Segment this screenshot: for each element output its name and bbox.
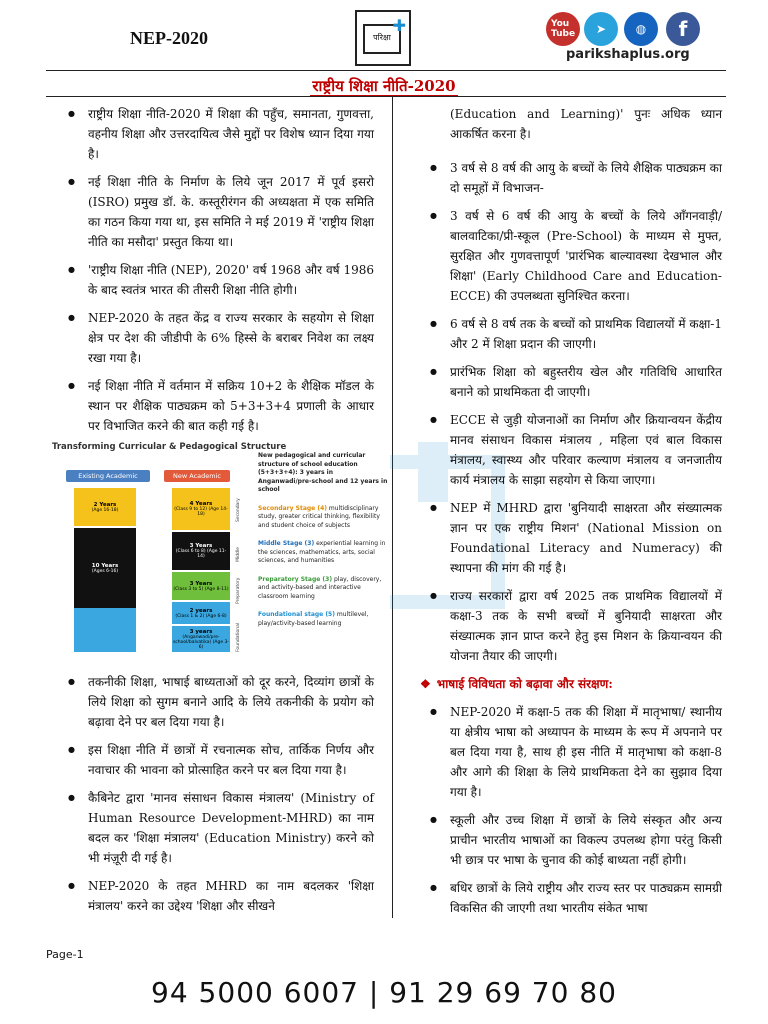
list-item: ● 3 वर्ष से 6 वर्ष की आयु के बच्चों के लिये आँगनवाड़ी/बालवाटिका/प्री-स्कूल (Pre-School) के माध्यम से मुफ्त, सुरक्षित और गुणवत्तापूर्ण 'प्रारंभिक बाल्यावस्था देखभाल और शिक्षा' (Early Childhood Care and Education- ECCE) की उपलब्धता सुनिश्चित करना। bbox=[450, 206, 722, 306]
stage-label-middle: Middle bbox=[236, 547, 241, 562]
list-item: ● NEP-2020 में कक्षा-5 तक की शिक्षा में मातृभाषा/ स्थानीय या क्षेत्रीय भाषा को अध्यापन के माध्यम के रूप में अपनाने पर बल दिया गया है, साथ ही इस नीति में मातृभाषा को कक्षा-8 और आगे की शिक्षा के लिये प्राथमिकता देने का सुझाव दिया गया है। bbox=[450, 702, 722, 802]
left-list-2 bbox=[88, 672, 374, 916]
youtube-icon[interactable]: You Tube bbox=[546, 12, 580, 46]
header-rule-bottom bbox=[46, 96, 726, 97]
new-block-foundational-2y: 2 years (Class 1 & 2) (Age 6-8) bbox=[172, 602, 230, 624]
list-item: ● 3 वर्ष से 8 वर्ष की आयु के बच्चों के लिये शैक्षिक पाठ्यक्रम का दो समूहों में विभाजन- bbox=[450, 158, 722, 198]
list-item: ● इस शिक्षा नीति में छात्रों में रचनात्मक सोच, तार्किक निर्णय और नवाचार की भावना को प्रोत्साहित करने पर बल दिया गया है। bbox=[88, 740, 374, 780]
list-item: ● नई शिक्षा नीति में वर्तमान में सक्रिय 10+2 के शैक्षिक मॉडल के स्थान पर शैक्षिक पाठ्यक्रम को 5+3+3+4 प्रणाली के आधार पर विभाजित करने की बात कही गई है। bbox=[88, 376, 374, 436]
list-item: ● बधिर छात्रों के लिये राष्ट्रीय और राज्य स्तर पर पाठ्यक्रम सामग्री विकसित की जाएगी तथा भारतीय संकेत भाषा bbox=[450, 878, 722, 918]
list-item: ● 6 वर्ष से 8 वर्ष तक के बच्चों को प्राथमिक विद्यालयों में कक्षा-1 और 2 में शिक्षा प्रदान की जाएगी। bbox=[450, 314, 722, 354]
list-item: ● कैबिनेट द्वारा 'मानव संसाधन विकास मंत्रालय' (Ministry of Human Resource Development-MHRD) का नाम बदल कर 'शिक्षा मंत्रालय' (Education Ministry) करने को भी मंज़ूरी दी गई है। bbox=[88, 788, 374, 868]
right-column bbox=[420, 104, 722, 926]
list-item: ● NEP-2020 के तहत MHRD का नाम बदलकर 'शिक्षा मंत्रालय' करने का उद्देश्य 'शिक्षा और सीखने bbox=[88, 876, 374, 916]
list-item-continuation: (Education and Learning)' पुनः अधिक ध्यान आकर्षित करना है। bbox=[450, 107, 722, 141]
stage-label-preparatory: Preparatory bbox=[236, 577, 241, 604]
academic-structure-figure bbox=[52, 442, 390, 664]
plus-icon: ✚ bbox=[392, 16, 406, 35]
existing-block-10y: 10 Years (Ages 6-16) bbox=[74, 528, 136, 608]
page-header bbox=[0, 0, 768, 78]
tab-existing: Existing Academic bbox=[66, 470, 150, 482]
list-item: ● तकनीकी शिक्षा, भाषाई बाध्यताओं को दूर करने, दिव्यांग छात्रों के लिये शिक्षा को सुगम बनाने आदि के लिये तकनीकी के प्रयोग को बढ़ावा देने पर बल दिया गया है। bbox=[88, 672, 374, 732]
section-title: राष्ट्रीय शिक्षा नीति-2020 bbox=[312, 77, 456, 95]
right-list-2 bbox=[450, 702, 722, 918]
left-column bbox=[88, 104, 374, 444]
list-item: ● ECCE से जुड़ी योजनाओं का निर्माण और क्रियान्वयन केंद्रीय मानव संसाधन विकास मंत्रालय , महिला एवं बाल विकास मंत्रालय, स्वास्थ्य और परिवार कल्याण मंत्रालय व जनजातीय कार्य मंत्रालय के साझा सहयोग से किया जाएगा। bbox=[450, 410, 722, 490]
diamond-bullet-icon: ❖ bbox=[420, 677, 431, 691]
figure-description bbox=[258, 452, 388, 638]
stage-secondary: Secondary Stage (4) multidisciplinary study, greater critical thinking, flexibility and student choice of subjects bbox=[258, 504, 380, 529]
figure-intro: New pedagogical and curricular structure of school education (5+3+3+4): 3 years in Anganwadi/pre-school and 12 years in school bbox=[258, 452, 388, 493]
new-block-middle: 3 Years (Class 6 to 8) (Age 11-14) bbox=[172, 532, 230, 570]
list-item: ● NEP में MHRD द्वारा 'बुनियादी साक्षरता और संख्यात्मक ज्ञान पर एक राष्ट्रीय मिशन' (National Mission on Foundational Literacy and Numeracy) की स्थापना की मांग की गई है। bbox=[450, 498, 722, 578]
header-title: NEP-2020 bbox=[130, 28, 208, 48]
list-item: ● नई शिक्षा नीति के निर्माण के लिये जून 2017 में पूर्व इसरो (ISRO) प्रमुख डॉ. के. कस्तूरीरंगन की अध्यक्षता में एक समिति का गठन किया गया था, इस समिति ने मई 2019 में 'राष्ट्रीय शिक्षा नीति का मसौदा' प्रस्तुत किया था। bbox=[88, 172, 374, 252]
stage-foundational: Foundational stage (5) multilevel, play/activity-based learning bbox=[258, 611, 369, 627]
list-item: ● राष्ट्रीय शिक्षा नीति-2020 में शिक्षा की पहुँच, समानता, गुणवत्ता, वहनीय शिक्षा और उत्तरदायित्व जैसे मुद्दों पर विशेष ध्यान दिया गया है। bbox=[88, 104, 374, 164]
column-divider bbox=[392, 96, 393, 918]
stage-label-secondary: Secondary bbox=[236, 498, 241, 522]
figure-title: Transforming Curricular & Pedagogical Structure bbox=[52, 442, 287, 452]
phone-numbers: 94 5000 6007 | 91 29 69 70 80 bbox=[151, 976, 617, 1009]
logo-text: परिक्षा bbox=[363, 24, 401, 54]
brand-logo bbox=[355, 10, 411, 66]
list-item: ● प्रारंभिक शिक्षा को बहुस्तरीय खेल और गतिविधि आधारित बनाने को प्राथमिकता दी जाएगी। bbox=[450, 362, 722, 402]
existing-block-2y: 2 Years (Age 16-18) bbox=[74, 488, 136, 526]
list-item: ● स्कूली और उच्च शिक्षा में छात्रों के लिये संस्कृत और अन्य प्राचीन भारतीय भाषाओं का विकल्प उपलब्ध होगा परंतु किसी भी छात्र पर भाषा के चुनाव की कोई बाध्यता नहीं होगी। bbox=[450, 810, 722, 870]
stage-middle: Middle Stage (3) experiential learning in the sciences, mathematics, arts, social sciences, and humanities bbox=[258, 540, 386, 564]
list-item: ● राज्य सरकारों द्वारा वर्ष 2025 तक प्राथमिक विद्यालयों में कक्षा-3 तक के सभी बच्चों में बुनियादी साक्षरता और संख्यात्मक ज्ञान प्राप्त करने हेतु इस मिशन के क्रियान्वयन की योजना तैयार की जाएगी। bbox=[450, 586, 722, 666]
telegram-icon[interactable]: ➤ bbox=[584, 12, 618, 46]
list-item: ● NEP-2020 के तहत केंद्र व राज्य सरकार के सहयोग से शिक्षा क्षेत्र पर देश की जीडीपी के 6% हिस्से के बराबर निवेश का लक्ष्य रखा गया है। bbox=[88, 308, 374, 368]
tab-new: New Academic bbox=[164, 470, 230, 482]
facebook-icon[interactable]: f bbox=[666, 12, 700, 46]
site-url[interactable]: parikshaplus.org bbox=[566, 47, 690, 62]
header-rule-top bbox=[46, 70, 726, 71]
stage-label-foundational: Foundational bbox=[236, 622, 241, 652]
globe-icon[interactable]: ◍ bbox=[624, 12, 658, 46]
new-block-preparatory: 3 Years (Class 3 to 5) (Age 8-11) bbox=[172, 572, 230, 600]
right-list bbox=[450, 104, 722, 666]
page-number: Page-1 bbox=[46, 948, 84, 961]
stage-preparatory: Preparatory Stage (3) play, discovery, and activity-based and interactive classroom learning bbox=[258, 575, 382, 600]
subheading: ❖ भाषाई विविधता को बढ़ावा और संरक्षण: bbox=[420, 677, 613, 691]
new-block-foundational-3y: 3 years (Anganwadi/pre-school/balvatika) (Age 3-6) bbox=[172, 626, 230, 652]
left-list bbox=[88, 104, 374, 436]
list-item: ● 'राष्ट्रीय शिक्षा नीति (NEP), 2020' वर्ष 1968 और वर्ष 1986 के बाद स्वतंत्र भारत की तीसरी शिक्षा नीति होगी। bbox=[88, 260, 374, 300]
existing-block-base bbox=[74, 608, 136, 652]
new-block-secondary: 4 Years (Class 9 to 12) (Age 14-18) bbox=[172, 488, 230, 530]
left-column-lower bbox=[88, 672, 374, 924]
